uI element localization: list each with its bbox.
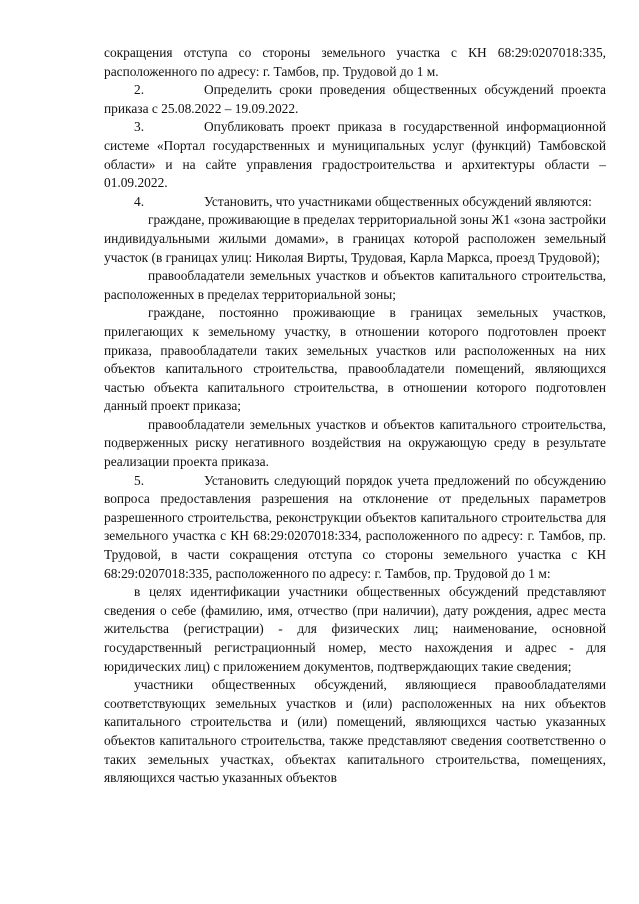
- item-number: 4.: [134, 193, 145, 209]
- paragraph-identification: в целях идентификации участники общественных обсуждений представляют сведения о себе (фамилию, имя, отчество (при наличии), дату рождения, адрес места жительства (регистрации) - для физических лиц; наименование, основной государственный регистрационный номер, место нахождения и адрес - для юридических лиц) с приложением документов, подтверждающих такие сведения;: [104, 584, 606, 674]
- paragraph-item-4: [104, 193, 606, 212]
- paragraph-rightholders: участники общественных обсуждений, являющиеся правообладателями соответствующих земельных участков и (или) расположенных на них объектов капитального строительства и (или) помещений, являющихся частью указанных объектов капитального строительства, также представляют сведения соответственно о таких земельных участках, объектах капитального строительства, помещениях, являющихся частью указанных объектов: [104, 677, 606, 786]
- paragraph-participants-owners: правообладатели земельных участков и объектов капитального строительства, расположенных в пределах территориальной зоны;: [104, 268, 606, 302]
- document-page: [104, 44, 606, 788]
- item-text: Установить следующий порядок учета предложений по обсуждению вопроса предоставления разрешения на отклонение от предельных параметров разрешенного строительства, реконструкции объектов капитального строительства для земельного участка с КН 68:29:0207018:334, расположенного по адресу: г. Тамбов, пр. Трудовой, в части сокращения отступа со стороны земельного участка с КН 68:29:0207018:335, расположенного по адресу: г. Тамбов, пр. Трудовой до 1 м:: [104, 472, 606, 581]
- item-text: Опубликовать проект приказа в государственной информационной системе «Портал государственных и муниципальных услуг (функций) Тамбовской области» и на сайте управления градостроительства и архитектуры области – 01.09.2022.: [104, 119, 606, 191]
- paragraph-participants-risk: правообладатели земельных участков и объектов капитального строительства, подверженных риску негативного воздействия на окружающую среду в результате реализации проекта приказа.: [104, 416, 606, 470]
- item-number: 5.: [134, 472, 145, 488]
- paragraph-participants-residents: граждане, проживающие в пределах территориальной зоны Ж1 «зона застройки индивидуальными жилыми домами», в границах которой расположен земельный участок (в границах улиц: Николая Вирты, Трудовая, Карла Маркса, проезд Трудовой);: [104, 212, 606, 265]
- item-number: 3.: [134, 119, 145, 135]
- item-text: Определить сроки проведения общественных обсуждений проекта приказа с 25.08.2022 – 19.09.2022.: [104, 82, 606, 116]
- paragraph-item-2: [104, 81, 606, 118]
- paragraph-participants-adjacent: граждане, постоянно проживающие в границах земельных участков, прилегающих к земельному участку, в отношении которого подготовлен проект приказа, правообладатели таких земельных участков или расположенных на них объектов капитального строительства, правообладатели помещений, являющихся частью объекта капитального строительства, в отношении которого подготовлен данный проект приказа;: [104, 305, 606, 414]
- paragraph-item-5: [104, 472, 606, 584]
- paragraph-item-3: [104, 118, 606, 192]
- paragraph-continuation: сокращения отступа со стороны земельного участка с КН 68:29:0207018:335, расположенного по адресу: г. Тамбов, пр. Трудовой до 1 м.: [104, 45, 606, 79]
- item-text: Установить, что участниками общественных обсуждений являются:: [204, 193, 592, 209]
- item-number: 2.: [134, 82, 145, 98]
